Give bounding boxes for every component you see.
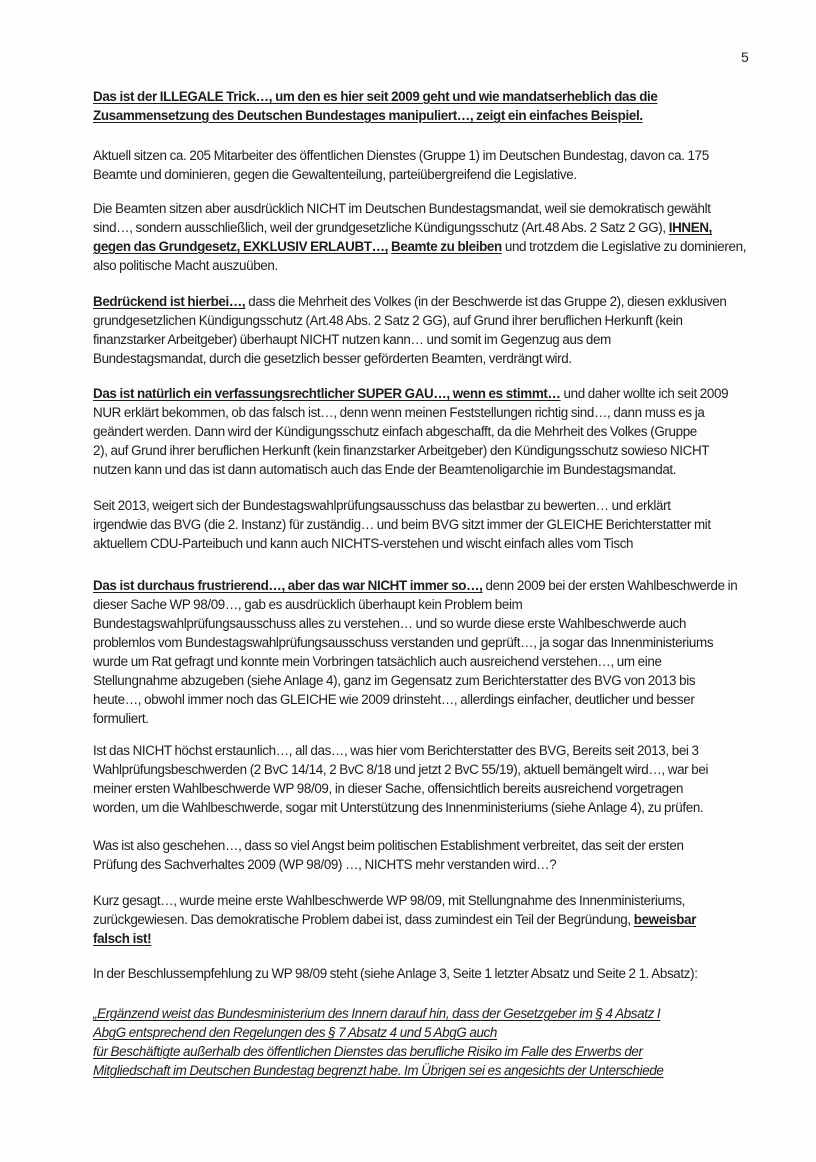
text-line: aktuellem CDU-Parteibuch und kann auch NICHTS-verstehen und wischt einfach alles vom Tisch [93,536,634,551]
text-line: Prüfung des Sachverhaltes 2009 (WP 98/09) …, NICHTS mehr verstanden wird…? [93,857,557,872]
emphasis-line: falsch ist! [93,931,152,946]
paragraph-7 [93,741,783,817]
text-line: irgendwie das BVG (die 2. Instanz) für zuständig… und beim BVG sitzt immer der GLEICHE Berichterstatter mit [93,517,711,532]
emphasis-run: Beamte zu bleiben [391,239,502,254]
text-line: Beamte und dominieren, gegen die Gewaltenteilung, parteiübergreifend die Legislative. [93,167,577,182]
text-run: und trotzdem die Legislative zu dominieren, [501,239,747,254]
paragraph-1 [93,146,783,184]
text-line: Ist das NICHT höchst erstaunlich…, all das…, was hier vom Berichterstatter des BVG, Bereits seit 2013, bei 3 [93,743,699,758]
text-line [93,237,783,256]
page-number: 5 [741,49,749,65]
paragraph-3 [93,292,783,368]
text-line: meiner ersten Wahlbeschwerde WP 98/09, in dieser Sache, offensichtlich bereits ausreichend vorgetragen [93,781,684,796]
text-line: nutzen kann und das ist dann automatisch auch das Ende der Beamtenoligarchie im Bundestagsmandat. [93,462,677,477]
text-line [93,576,783,595]
paragraph-2 [93,199,783,275]
text-line: dieser Sache WP 98/09…, gab es ausdrücklich überhaupt kein Problem beim [93,597,523,612]
heading-line: Zusammensetzung des Deutschen Bundestages manipuliert…, zeigt ein einfaches Beispiel. [93,108,643,123]
paragraph-6 [93,576,783,728]
text-line: heute…, obwohl immer noch das GLEICHE wie 2009 drinsteht…, allerdings einfacher, deutlicher und besser [93,692,695,707]
text-line: Die Beamten sitzen aber ausdrücklich NICHT im Deutschen Bundestagsmandat, weil sie demokratisch gewählt [93,201,711,216]
text-line: wurde um Rat gefragt und konnte mein Vorbringen tatsächlich auch ausreichend verstehen…, um eine [93,654,662,669]
text-run: zurückgewiesen. Das demokratische Problem dabei ist, dass zumindest ein Teil der Begründung, [93,912,634,927]
paragraph-8 [93,836,783,874]
text-line: problemlos vom Bundestagswahlprüfungsausschuss verstanden und geprüft…, ja sogar das Innenministeriums [93,635,714,650]
text-line [93,910,783,929]
text-line: finanzstarker Arbeitgeber) überhaupt NICHT nutzen kann… und somit im Gegenzug aus dem [93,332,611,347]
text-line: Kurz gesagt…, wurde meine erste Wahlbeschwerde WP 98/09, mit Stellungnahme des Innenministeriums, [93,893,686,908]
text-line: 2), auf Grund ihrer beruflichen Herkunft (kein finanzstarker Arbeitgeber) den Kündigungsschutz sowieso NICHT [93,443,710,458]
text-line: Was ist also geschehen…, dass so viel Angst beim politischen Establishment verbreitet, das seit der ersten [93,838,684,853]
text-line: Bundestagswahlprüfungsausschuss alles zu verstehen… und so wurde diese erste Wahlbeschwerde auch [93,616,687,631]
quote-line: für Beschäftigte außerhalb des öffentlichen Dienstes das berufliche Risiko im Falle des Erwerbs der [93,1044,643,1059]
text-run: und daher wollte ich seit 2009 [560,386,729,401]
text-line: formuliert. [93,711,149,726]
text-run: sind…, sondern ausschließlich, weil der grundgesetzliche Kündigungsschutz (Art.48 Abs. 2 Satz 2 GG), [93,220,669,235]
quote-line: „Ergänzend weist das Bundesministerium des Innern darauf hin, dass der Gesetzgeber im § 4 Absatz I [93,1006,661,1021]
emphasis-run: beweisbar [633,912,697,927]
text-line: Bundestagsmandat, durch die gesetzlich besser geförderten Beamten, verdrängt wird. [93,351,572,366]
emphasis-run: gegen das Grundgesetz, EXKLUSIV ERLAUBT…, [93,239,389,254]
text-line: Seit 2013, weigert sich der Bundestagswahlprüfungsausschuss das belastbar zu bewerten… und erklärt [93,498,671,513]
text-line: geändert werden. Dann wird der Kündigungsschutz einfach abgeschafft, da die Mehrheit des Volkes (Gruppe [93,424,697,439]
text-line: NUR erklärt bekommen, ob das falsch ist…, denn wenn meinen Feststellungen richtig sind…, dann muss es ja [93,405,705,420]
emphasis-run: Das ist natürlich ein verfassungsrechtlicher SUPER GAU…, wenn es stimmt… [93,386,561,401]
text-line: also politische Macht auszuüben. [93,258,278,273]
paragraph-5 [93,496,783,553]
text-line: worden, um die Wahlbeschwerde, sogar mit Unterstützung des Innenministeriums (siehe Anlage 4), zu prüfen. [93,800,704,815]
heading-line: Das ist der ILLEGALE Trick…, um den es hier seit 2009 geht und wie mandatserheblich das die [93,89,658,104]
heading-paragraph [93,87,783,125]
emphasis-run: Bedrückend ist hierbei…, [93,294,246,309]
text-run: dass die Mehrheit des Volkes (in der Beschwerde ist das Gruppe 2), diesen exklusiven [245,294,727,309]
paragraph-4 [93,384,783,479]
text-line: Stellungnahme abzugeben (siehe Anlage 4), ganz im Gegensatz zum Berichterstatter des BVG von 2013 bis [93,673,696,688]
text-line: In der Beschlussempfehlung zu WP 98/09 steht (siehe Anlage 3, Seite 1 letzter Absatz und Seite 2 1. Absatz): [93,966,698,981]
text-line: Aktuell sitzen ca. 205 Mitarbeiter des öffentlichen Dienstes (Gruppe 1) im Deutschen Bundestag, davon ca. 175 [93,148,709,163]
emphasis-run: IHNEN, [668,220,713,235]
paragraph-9 [93,891,783,948]
quote-line: AbgG entsprechend den Regelungen des § 7 Absatz 4 und 5 AbgG auch [93,1025,497,1040]
paragraph-10 [93,964,783,983]
quote-paragraph [93,1004,783,1080]
text-line [93,218,783,237]
text-run: denn 2009 bei der ersten Wahlbeschwerde in [482,578,738,593]
text-line: Wahlprüfungsbeschwerden (2 BvC 14/14, 2 BvC 8/18 und jetzt 2 BvC 55/19), aktuell bemängelt wird…, war bei [93,762,709,777]
text-line [93,384,783,403]
text-line: grundgesetzlichen Kündigungsschutz (Art.48 Abs. 2 Satz 2 GG), auf Grund ihrer beruflichen Herkunft (kein [93,313,683,328]
quote-line: Mitgliedschaft im Deutschen Bundestag begrenzt habe. Im Übrigen sei es angesichts der Unterschiede [93,1063,664,1078]
emphasis-run: Das ist durchaus frustrierend…, aber das war NICHT immer so…, [93,578,483,593]
text-line [93,292,783,311]
